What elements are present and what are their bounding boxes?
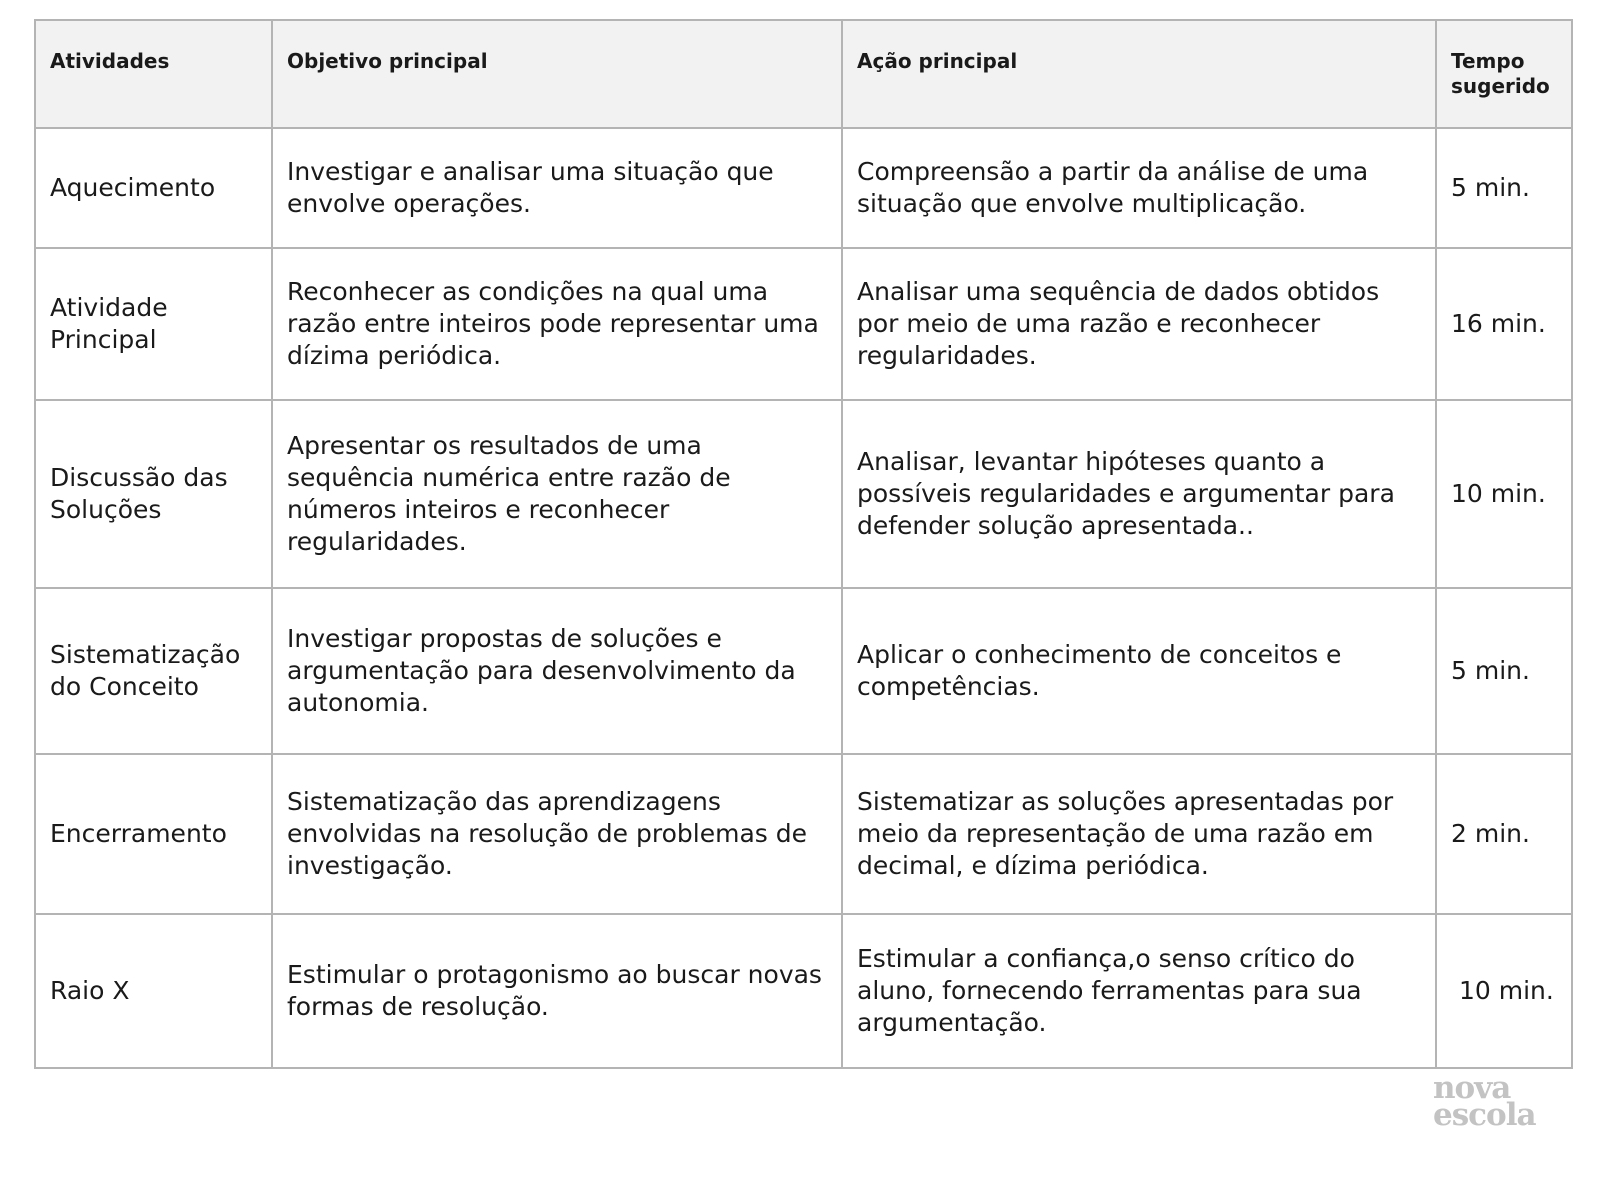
cell-acao: Aplicar o conhecimento de conceitos e competências.: [842, 588, 1436, 754]
cell-tempo: 5 min.: [1436, 128, 1572, 248]
header-tempo: Tempo sugerido: [1436, 20, 1572, 128]
table-row: [35, 914, 1572, 1068]
cell-acao: Analisar, levantar hipóteses quanto a possíveis regularidades e argumentar para defender solução apresentada..: [842, 400, 1436, 588]
cell-atividade: Encerramento: [35, 754, 272, 914]
cell-objetivo: Apresentar os resultados de uma sequência numérica entre razão de números inteiros e reconhecer regularidades.: [272, 400, 842, 588]
cell-objetivo: Investigar e analisar uma situação que envolve operações.: [272, 128, 842, 248]
cell-objetivo: Reconhecer as condições na qual uma razão entre inteiros pode representar uma dízima periódica.: [272, 248, 842, 400]
cell-acao: Estimular a confiança,o senso crítico do aluno, fornecendo ferramentas para sua argumentação.: [842, 914, 1436, 1068]
cell-atividade: Sistematização do Conceito: [35, 588, 272, 754]
cell-atividade: Aquecimento: [35, 128, 272, 248]
activities-table: [34, 19, 1573, 1069]
cell-objetivo: Investigar propostas de soluções e argumentação para desenvolvimento da autonomia.: [272, 588, 842, 754]
table-row: [35, 754, 1572, 914]
cell-atividade: Discussão das Soluções: [35, 400, 272, 588]
logo-line-2: escola: [1433, 1097, 1536, 1133]
header-atividades: Atividades: [35, 20, 272, 128]
cell-tempo: 16 min.: [1436, 248, 1572, 400]
cell-acao: Sistematizar as soluções apresentadas por meio da representação de uma razão em decimal, e dízima periódica.: [842, 754, 1436, 914]
cell-atividade: Raio X: [35, 914, 272, 1068]
cell-tempo: 10 min.: [1436, 400, 1572, 588]
cell-objetivo: Sistematização das aprendizagens envolvidas na resolução de problemas de investigação.: [272, 754, 842, 914]
table-row: [35, 128, 1572, 248]
nova-escola-logo: [1433, 1070, 1536, 1133]
table-row: [35, 248, 1572, 400]
cell-tempo: 5 min.: [1436, 588, 1572, 754]
cell-tempo: 10 min.: [1436, 914, 1572, 1068]
header-row: [35, 20, 1572, 128]
cell-acao: Compreensão a partir da análise de uma situação que envolve multiplicação.: [842, 128, 1436, 248]
logo-line-1: nova: [1433, 1070, 1511, 1106]
cell-objetivo: Estimular o protagonismo ao buscar novas formas de resolução.: [272, 914, 842, 1068]
cell-acao: Analisar uma sequência de dados obtidos por meio de uma razão e reconhecer regularidades.: [842, 248, 1436, 400]
cell-tempo: 2 min.: [1436, 754, 1572, 914]
header-objetivo: Objetivo principal: [272, 20, 842, 128]
header-acao: Ação principal: [842, 20, 1436, 128]
table-row: [35, 588, 1572, 754]
cell-atividade: Atividade Principal: [35, 248, 272, 400]
table-row: [35, 400, 1572, 588]
